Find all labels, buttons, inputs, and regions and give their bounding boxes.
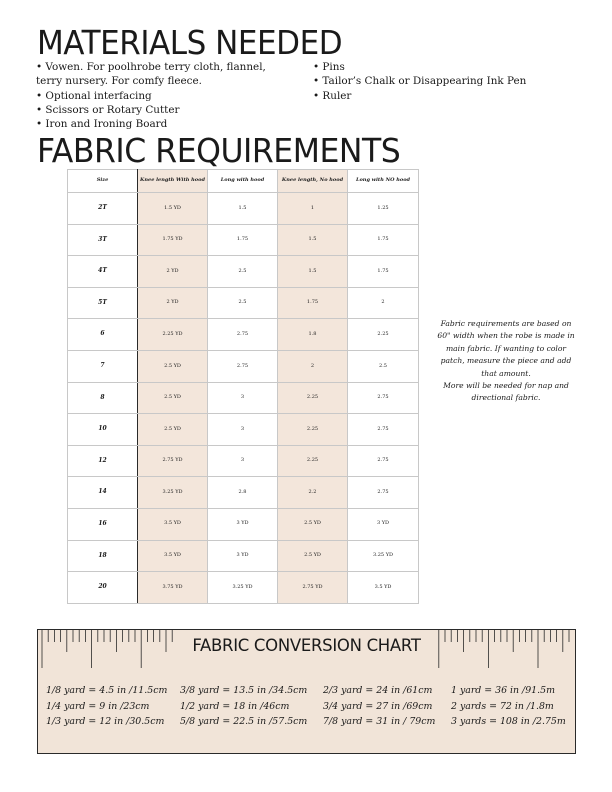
table-cell: 3 (208, 445, 278, 477)
materials-list-right (313, 60, 583, 103)
table-cell: 2.25 (278, 382, 348, 414)
conversion-item: 5/8 yard = 22.5 in /57.5cm (180, 716, 308, 728)
conversion-item: 7/8 yard = 31 in / 79cm (323, 716, 436, 728)
size-cell: 5T (68, 287, 138, 319)
size-cell: 2T (68, 193, 138, 225)
conversion-item: 1/3 yard = 12 in /30.5cm (46, 716, 165, 728)
table-row (68, 382, 419, 414)
table-cell: 3 YD (208, 540, 278, 572)
table-cell: 2.5 YD (138, 414, 208, 446)
table-cell: 1.5 YD (138, 193, 208, 225)
size-cell: 6 (68, 319, 138, 351)
table-row (68, 414, 419, 446)
size-cell: 18 (68, 540, 138, 572)
table-cell: 2.75 (348, 477, 419, 509)
table-row (68, 508, 419, 540)
table-cell: 2.75 YD (278, 572, 348, 604)
column-header: Knee length, No hood (278, 170, 348, 193)
column-header: Size (68, 170, 138, 193)
table-cell: 1.5 (278, 256, 348, 288)
table-row (68, 477, 419, 509)
table-cell: 2.25 YD (138, 319, 208, 351)
materials-item: • Scissors or Rotary Cutter (36, 103, 180, 116)
table-cell: 3.25 YD (348, 540, 419, 572)
table-cell: 2.5 YD (278, 540, 348, 572)
column-header: Long with NO hood (348, 170, 419, 193)
table-cell: 1.75 YD (138, 224, 208, 256)
size-cell: 8 (68, 382, 138, 414)
materials-item: • Tailor’s Chalk or Disappearing Ink Pen (313, 75, 527, 88)
table-row (68, 540, 419, 572)
table-row (68, 224, 419, 256)
conversion-item: 1/8 yard = 4.5 in /11.5cm (46, 685, 168, 696)
table-cell: 1.75 (278, 287, 348, 319)
table-cell: 3 (208, 382, 278, 414)
size-cell: 20 (68, 572, 138, 604)
materials-list-left (36, 60, 286, 131)
table-cell: 2.5 (348, 350, 419, 382)
table-cell: 2.2 (278, 477, 348, 509)
table-cell: 3.5 YD (348, 572, 419, 604)
conversion-column (180, 683, 307, 730)
size-cell: 14 (68, 477, 138, 509)
conversion-column (323, 683, 435, 730)
table-cell: 2.5 YD (278, 508, 348, 540)
fabric-conversion-chart (37, 629, 576, 754)
fabric-note-main: Fabric requirements are based on 60" width when the robe is made in main fabric. If wanting to color patch, measure the piece and add that amount. (437, 319, 575, 378)
conversion-item: 3/8 yard = 13.5 in /34.5cm (180, 685, 308, 696)
table-cell: 3.5 YD (138, 508, 208, 540)
table-cell: 3.75 YD (138, 572, 208, 604)
table-cell: 2.25 (278, 445, 348, 477)
table-row (68, 572, 419, 604)
materials-item: • Pins (313, 61, 345, 73)
table-cell: 2.75 (208, 350, 278, 382)
conversion-item: 1/4 yard = 9 in /23cm (46, 700, 150, 712)
table-cell: 2.75 (348, 382, 419, 414)
table-cell: 2.75 (208, 319, 278, 351)
table-cell: 2 (278, 350, 348, 382)
table-cell: 1.5 (278, 224, 348, 256)
table-cell: 2 YD (138, 256, 208, 288)
table-cell: 2 YD (138, 287, 208, 319)
table-row (68, 319, 419, 351)
size-cell: 16 (68, 508, 138, 540)
table-row (68, 350, 419, 382)
table-cell: 2.75 (348, 414, 419, 446)
conversion-item: 3/4 yard = 27 in /69cm (323, 700, 433, 712)
size-cell: 4T (68, 256, 138, 288)
conversion-column (46, 683, 167, 730)
fabric-requirements-table (67, 169, 419, 604)
table-row (68, 445, 419, 477)
table-cell: 1.75 (208, 224, 278, 256)
table-cell: 2.5 YD (138, 350, 208, 382)
table-cell: 2.75 YD (138, 445, 208, 477)
conversion-chart-title: FABRIC CONVERSION CHART (192, 636, 421, 655)
table-header-row (68, 170, 419, 193)
table-row (68, 256, 419, 288)
materials-heading: MATERIALS NEEDED (37, 23, 343, 62)
table-cell: 3 YD (348, 508, 419, 540)
size-cell: 7 (68, 350, 138, 382)
table-cell: 3.5 YD (138, 540, 208, 572)
conversion-item: 1 yard = 36 in /91.5m (451, 685, 555, 696)
table-cell: 3 YD (208, 508, 278, 540)
table-cell: 3.25 YD (138, 477, 208, 509)
table-row (68, 287, 419, 319)
conversion-item: 2/3 yard = 24 in /61cm (323, 685, 433, 696)
table-cell: 2.8 (208, 477, 278, 509)
conversion-item: 1/2 yard = 18 in /46cm (180, 700, 290, 712)
fabric-note (433, 318, 579, 405)
table-cell: 2.25 (278, 414, 348, 446)
size-cell: 12 (68, 445, 138, 477)
materials-item: • Vowen. For poolhrobe terry cloth, flannel, terry nursery. For comfy fleece. (36, 61, 266, 88)
table-cell: 3.25 YD (208, 572, 278, 604)
materials-item: • Ruler (313, 89, 352, 102)
table-cell: 1.75 (348, 256, 419, 288)
table-cell: 2 (348, 287, 419, 319)
table-cell: 1 (278, 193, 348, 225)
table-cell: 2.5 (208, 287, 278, 319)
materials-item: • Iron and Ironing Board (36, 118, 168, 131)
column-header: Long with hood (208, 170, 278, 193)
conversion-item: 2 yards = 72 in /1.8m (451, 700, 554, 712)
materials-item: • Optional interfacing (36, 89, 152, 102)
conversion-column (451, 683, 566, 730)
table-row (68, 193, 419, 225)
conversion-item: 3 yards = 108 in /2.75m (451, 716, 566, 728)
table-cell: 3 (208, 414, 278, 446)
table-cell: 1.75 (348, 224, 419, 256)
table-cell: 2.5 (208, 256, 278, 288)
fabric-requirements-heading: FABRIC REQUIREMENTS (37, 131, 401, 170)
table-cell: 2.75 (348, 445, 419, 477)
column-header: Knee length With hood (138, 170, 208, 193)
table-cell: 2.25 (348, 319, 419, 351)
size-cell: 10 (68, 414, 138, 446)
table-cell: 1.25 (348, 193, 419, 225)
table-cell: 1.5 (208, 193, 278, 225)
table-cell: 2.5 YD (138, 382, 208, 414)
fabric-note-extra: More will be needed for nap and directional fabric. (443, 381, 569, 403)
size-cell: 3T (68, 224, 138, 256)
table-cell: 1.8 (278, 319, 348, 351)
